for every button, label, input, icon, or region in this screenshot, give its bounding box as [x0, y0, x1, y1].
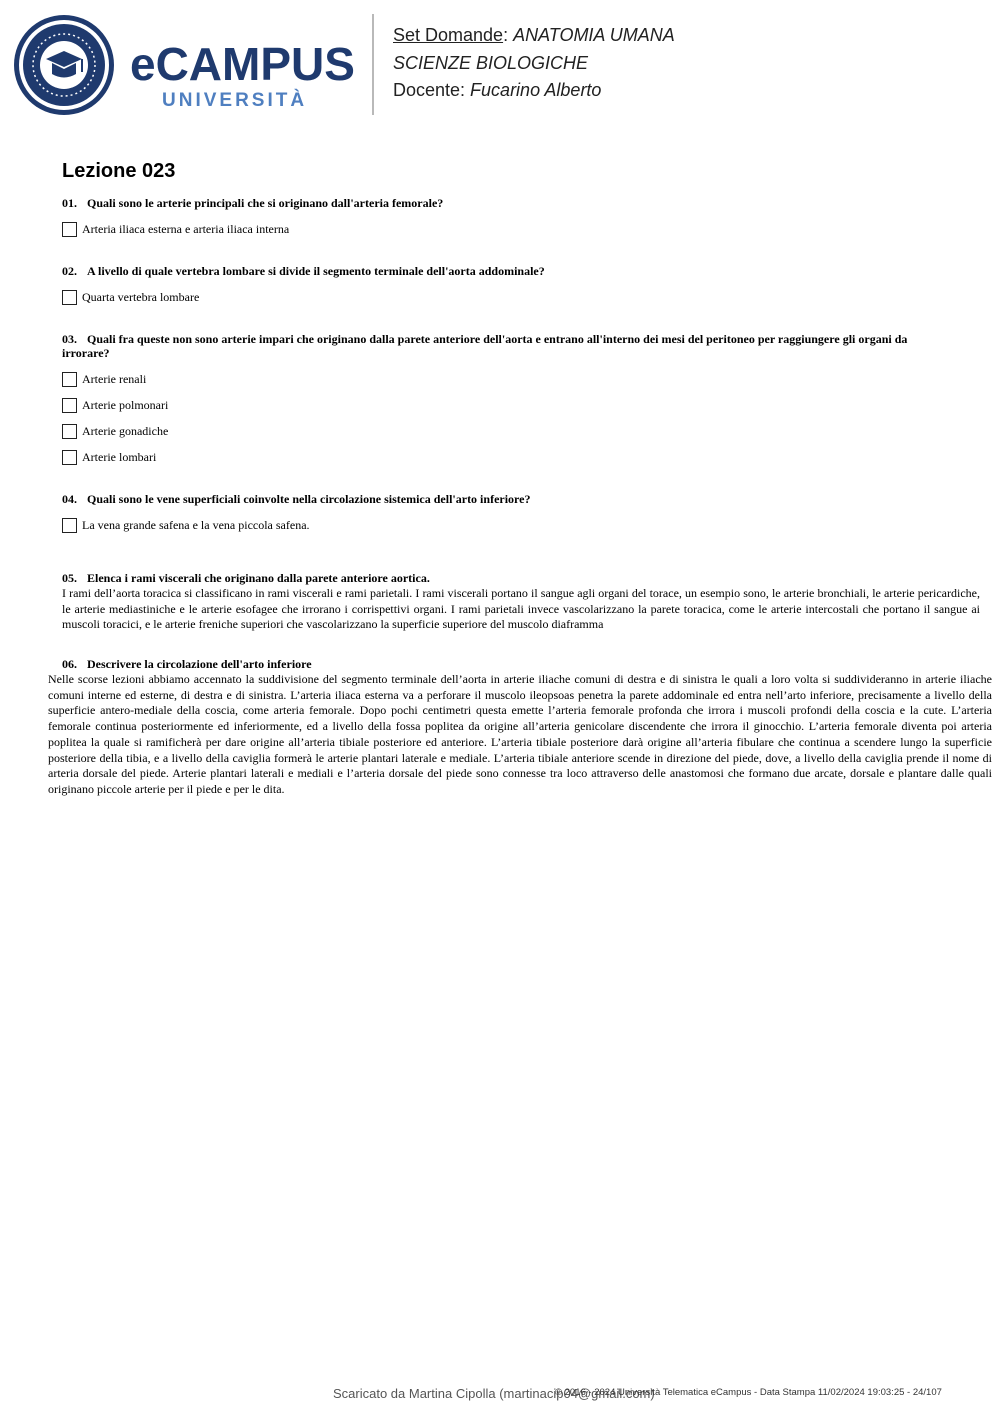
checkbox[interactable] [62, 424, 77, 439]
logo-sub-text: UNIVERSITÀ [162, 90, 308, 111]
logo-brand-text: eCAMPUS [130, 38, 355, 90]
print-info: © 2016 - 2024 Università Telematica eCampus - Data Stampa 11/02/2024 19:03:25 - 24/107 [555, 1387, 942, 1398]
question-3 [62, 333, 942, 360]
question-text: Quali sono le vene superficiali coinvolte nella circolazione sistemica dell'arto inferiore? [87, 492, 531, 506]
checkbox[interactable] [62, 222, 77, 237]
header-divider [372, 14, 374, 115]
option-label: Arteria iliaca esterna e arteria iliaca interna [82, 222, 290, 236]
question-5 [62, 572, 430, 586]
answer-text: I rami dell’aorta toracica si classificano in rami viscerali e rami parietali. I rami viscerali portano il sangue agli organi del torace, un esempio sono, le arterie bronchiali, le arterie pericardiche, le arterie mediastiniche e le arterie esofagee che irrorano i corrispettivi organi. I rami parietali invece vascolarizzano la parete toracica, come le arterie intercostali che portano il sangue ai muscoli toracici, e le arterie freniche superiori che vascolarizzano la superficie superiore del muscolo diaframma [62, 586, 980, 632]
document-header [0, 0, 1000, 130]
answer-option[interactable] [62, 222, 289, 237]
set-colon: : [503, 25, 514, 45]
question-4 [62, 493, 530, 507]
ecampus-logo [14, 14, 359, 116]
option-label: Quarta vertebra lombare [82, 290, 200, 304]
question-text: Quali fra queste non sono arterie impari che originano dalla parete anteriore dell'aorta e entrano all'interno dei mesi del peritoneo per raggiungere gli organi da irrorare? [62, 332, 908, 360]
option-label: Arterie renali [82, 372, 147, 386]
question-text: Quali sono le arterie principali che si originano dall'arteria femorale? [87, 196, 444, 210]
degree-name: SCIENZE BIOLOGICHE [393, 52, 589, 73]
question-text: Elenca i rami viscerali che originano dalla parete anteriore aortica. [87, 571, 430, 585]
checkbox[interactable] [62, 372, 77, 387]
download-watermark: Scaricato da Martina Cipolla (martinacip04@gmail.com) [333, 1386, 655, 1401]
question-number: 02. [62, 264, 77, 278]
checkbox[interactable] [62, 290, 77, 305]
header-info [393, 22, 675, 105]
teacher-line [393, 77, 675, 105]
option-label: Arterie gonadiche [82, 424, 169, 438]
answer-option[interactable] [62, 290, 199, 305]
checkbox[interactable] [62, 398, 77, 413]
answer-option[interactable] [62, 518, 310, 533]
teacher-label: Docente: [393, 80, 471, 100]
question-number: 06. [62, 657, 77, 671]
answer-text: Nelle scorse lezioni abbiamo accennato la suddivisione del segmento terminale dell’aorta in arterie iliache comuni di destra e di sinistra le quali a loro volta si suddivideranno in arterie iliache comuni interne ed esterne, di destra e di sinistra. L’arteria iliaca esterna va a perforare il muscolo ileopsoas penetra la parete addominale ed entra nell’arto inferiore, precisamente a livello della superficie antero-mediale della coscia, come arteria femorale. Dopo pochi centimetri questa emette l’arteria femorale profonda che irrora i muscoli profondi della coscia e la cute. L’arteria femorale continua posteriormente ed inferiormente, ed a livello della fossa poplitea da origine all’arteria genicolare discendente che irrora il ginocchio. L’arteria femorale diventa poi arteria poplitea la quale si ramificherà per dare origine all’arteria tibiale posteriore ed anteriore. L’arteria tibiale posteriore darà origine all’arteria fibulare che continua a scendere lungo la superficie posteriore della tibia, e a livello della caviglia formerà le arterie plantari laterale e mediale. L’arteria tibiale anteriore scende in direzione del piede, dove, a livello della caviglia prende il nome di arteria dorsale del piede. Arterie plantari laterali e mediali e l’arteria dorsale del piede sono connesse tra loco attraverso delle anastomosi che formano due arcate, dorsale e plantare dalle quali originano piccole arterie per il piede e per le dita. [48, 672, 992, 796]
question-number: 04. [62, 492, 77, 506]
question-number: 01. [62, 196, 77, 210]
answer-option[interactable] [62, 398, 168, 413]
teacher-name: Fucarino Alberto [470, 80, 602, 100]
ecampus-seal [14, 15, 114, 115]
question-1 [62, 197, 443, 211]
question-6 [62, 658, 312, 672]
course-name: ANATOMIA UMANA [513, 25, 675, 45]
option-label: La vena grande safena e la vena piccola safena. [82, 518, 310, 532]
checkbox[interactable] [62, 450, 77, 465]
answer-option[interactable] [62, 424, 168, 439]
question-number: 05. [62, 571, 77, 585]
set-label: Set Domande [393, 25, 504, 45]
question-number: 03. [62, 332, 77, 346]
checkbox[interactable] [62, 518, 77, 533]
question-text: Descrivere la circolazione dell'arto inferiore [87, 657, 312, 671]
lesson-title: Lezione 023 [62, 160, 176, 182]
option-label: Arterie lombari [82, 450, 157, 464]
set-line [393, 22, 675, 50]
option-label: Arterie polmonari [82, 398, 169, 412]
question-text: A livello di quale vertebra lombare si divide il segmento terminale dell'aorta addominale? [87, 264, 545, 278]
question-2 [62, 265, 545, 279]
answer-option[interactable] [62, 372, 146, 387]
page-footer [333, 1384, 993, 1404]
answer-option[interactable] [62, 450, 156, 465]
